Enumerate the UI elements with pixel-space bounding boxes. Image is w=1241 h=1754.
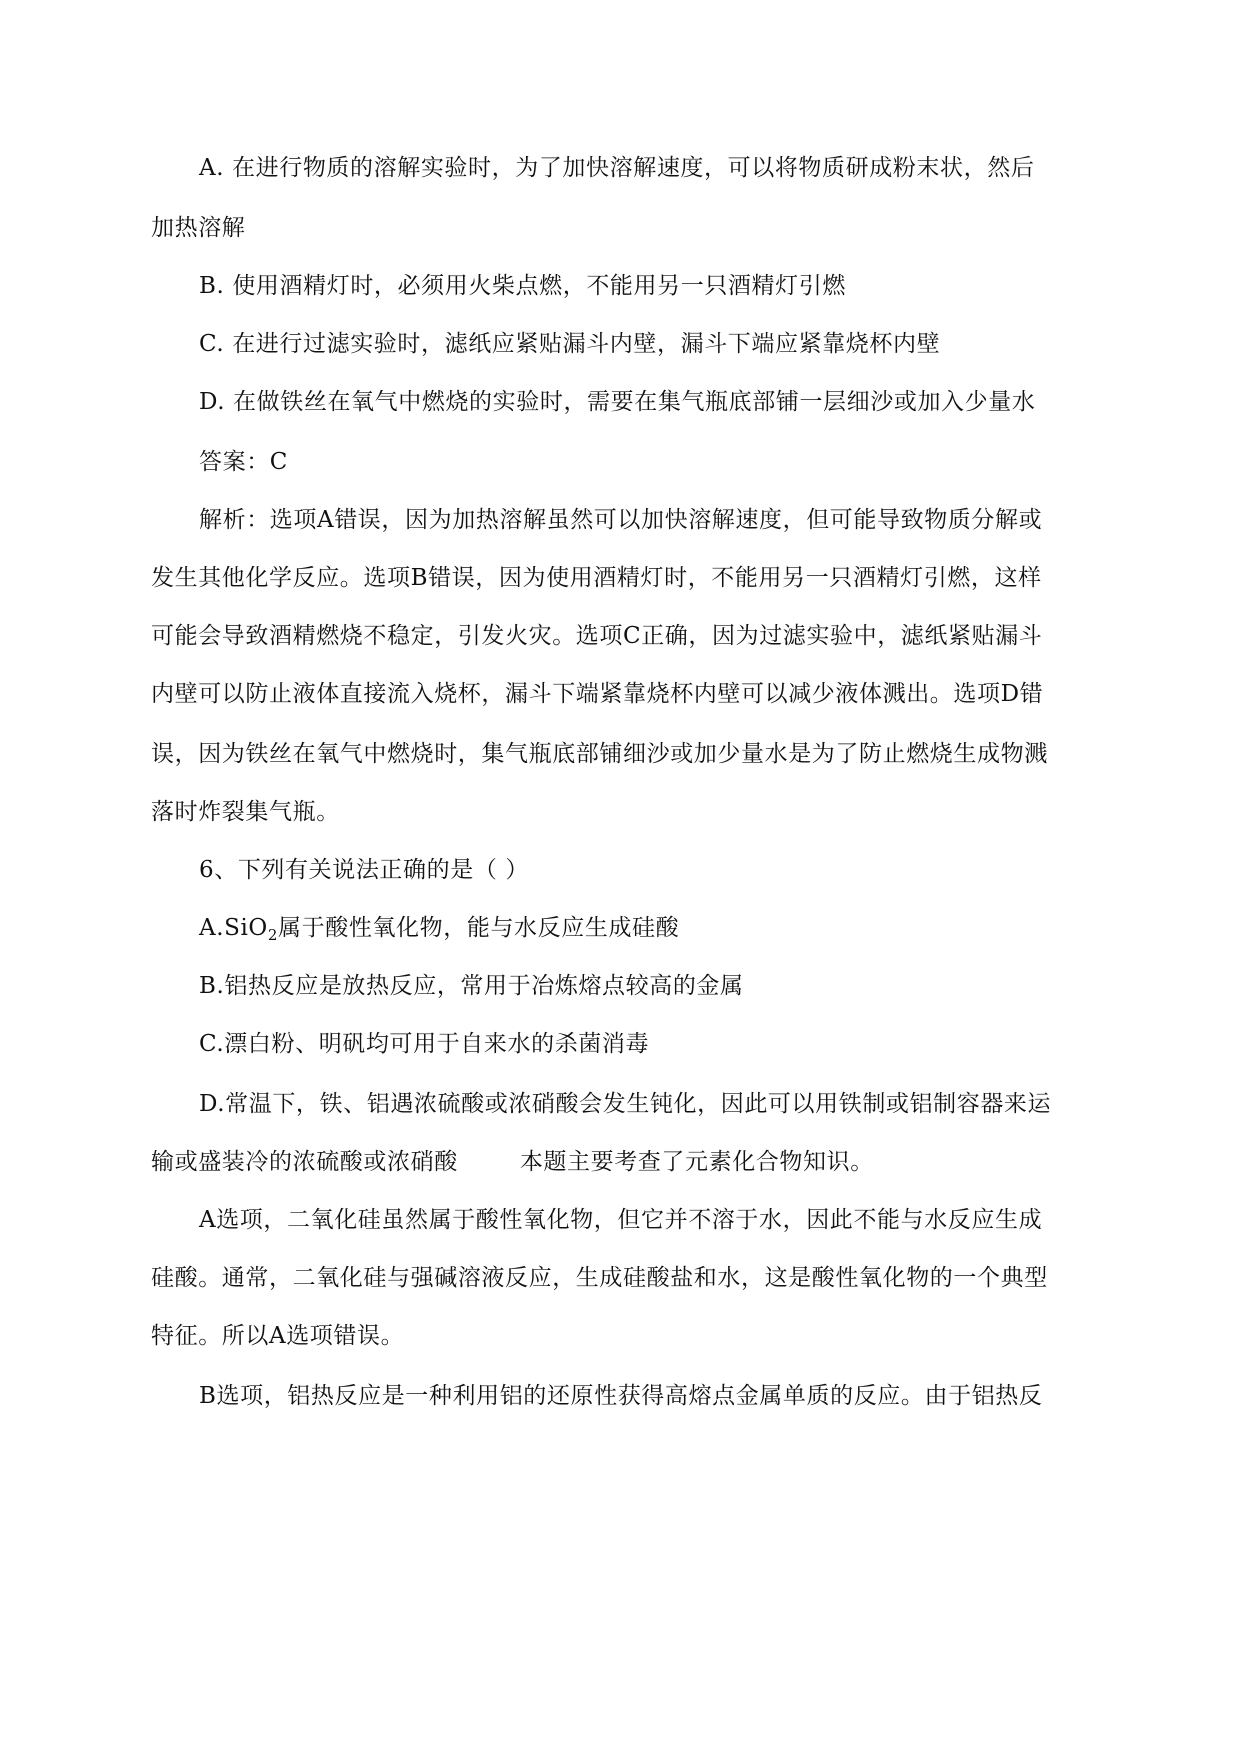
q6-option-b: B.铝热反应是放热反应，常用于冶炼熔点较高的金属 [199,973,744,999]
q6-b-analysis-line1: B选项，铝热反应是一种利用铝的还原性获得高熔点金属单质的反应。由于铝热反 [199,1383,1043,1409]
q6-option-d-line1: D.常温下，铁、铝遇浓硫酸或浓硝酸会发生钝化，因此可以用铁制或铝制容器来运 [199,1091,1052,1117]
q6-intro: 本题主要考查了元素化合物知识。 [519,1149,874,1175]
q6-option-a-suffix: 属于酸性氧化物，能与水反应生成硅酸 [278,915,680,941]
q6-option-d-line2 [151,1146,874,1178]
q5-option-b: B. 使用酒精灯时，必须用火柴点燃，不能用另一只酒精灯引燃 [199,273,846,299]
q6-option-a [199,912,679,944]
q6-stem: 6、下列有关说法正确的是（ ） [199,857,529,883]
q5-analysis-line: 解析：选项A错误，因为加热溶解虽然可以加快溶解速度，但可能导致物质分解或 [199,507,1043,533]
q5-analysis-line: 误，因为铁丝在氧气中燃烧时，集气瓶底部铺细沙或加少量水是为了防止燃烧生成物溅 [151,741,1048,767]
q5-answer: 答案：C [199,449,288,475]
q6-option-d-line2-text: 输或盛装冷的浓硫酸或浓硝酸 [151,1149,458,1175]
q5-option-a-line2: 加热溶解 [151,215,246,241]
q5-analysis-line: 落时炸裂集气瓶。 [151,799,340,825]
q6-a-analysis-line: A选项，二氧化硅虽然属于酸性氧化物，但它并不溶于水，因此不能与水反应生成 [199,1207,1043,1233]
q5-option-d: D. 在做铁丝在氧气中燃烧的实验时，需要在集气瓶底部铺一层细沙或加入少量水 [199,389,1036,415]
q5-option-a-line1: A. 在进行物质的溶解实验时，为了加快溶解速度，可以将物质研成粉末状，然后 [199,155,1035,181]
q6-a-analysis-line: 硅酸。通常，二氧化硅与强碱溶液反应，生成硅酸盐和水，这是酸性氧化物的一个典型 [151,1265,1048,1291]
q5-analysis-line: 发生其他化学反应。选项B错误，因为使用酒精灯时，不能用另一只酒精灯引燃，这样 [151,565,1042,591]
q5-analysis-line: 可能会导致酒精燃烧不稳定，引发火灾。选项C正确，因为过滤实验中，滤纸紧贴漏斗 [151,623,1043,649]
q6-a-analysis-line: 特征。所以A选项错误。 [151,1323,405,1349]
q5-option-c: C. 在进行过滤实验时，滤纸应紧贴漏斗内壁，漏斗下端应紧靠烧杯内壁 [199,331,941,357]
q6-option-a-prefix: A.SiO [199,915,268,941]
q6-option-c: C.漂白粉、明矾均可用于自来水的杀菌消毒 [199,1031,650,1057]
q5-analysis-line: 内壁可以防止液体直接流入烧杯，漏斗下端紧靠烧杯内壁可以减少液体溅出。选项D错 [151,681,1044,707]
q6-option-a-subscript: 2 [267,926,279,944]
